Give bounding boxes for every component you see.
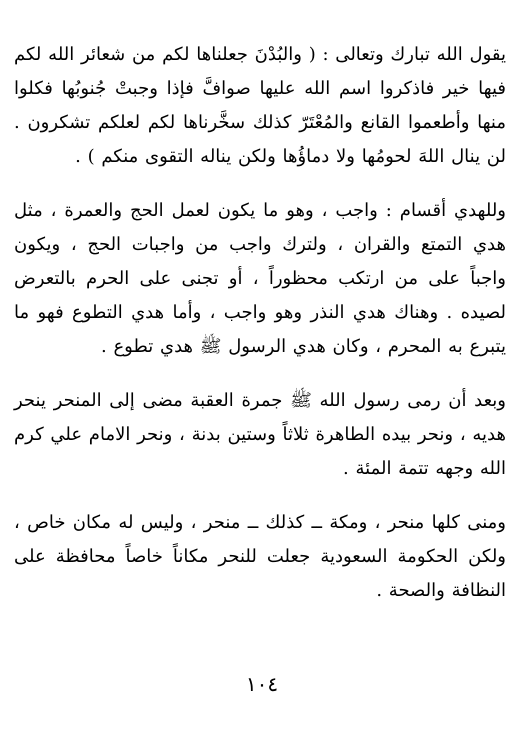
paragraph-sacrificial-animals-verse: يقول الله تبارك وتعالى : ( والبُدْنَ جعلناها لكم من شعائر الله لكم فيها خير فاذكروا اسم الله عليها صوافَّ فإذا وجبتْ جُنوبُها فكلوا منها وأطعموا القانع والمُعْتَرّ كذلك سخَّرناها لكم لعلكم تشكرون . لن ينال اللهَ لحومُها ولا دماؤُها ولكن يناله التقوى منكم ) . (14, 44, 506, 167)
page-body (14, 38, 506, 608)
paragraph-mina-slaughter-place: ومنى كلها منحر ، ومكة ــ كذلك ــ منحر ، وليس له مكان خاص ، ولكن الحكومة السعودية جعلت للنحر مكاناً خاصاً محافظة على النظافة والصحة . (14, 512, 506, 601)
page-number: ١٠٤ (245, 672, 279, 696)
paragraph-prophet-sacrifice: وبعد أن رمى رسول الله ﷺ جمرة العقبة مضى إلى المنحر ينحر هديه ، ونحر بيده الطاهرة ثلاثاً وستين بدنة ، ونحر الامام علي كرم الله وجهه تتمة المئة . (14, 390, 506, 479)
paragraph-types-of-hady: وللهدي أقسام : واجب ، وهو ما يكون لعمل الحج والعمرة ، مثل هدي التمتع والقران ، ولترك واجب من واجبات الحج ، ويكون واجباً على من ارتكب محظوراً ، أو تجنى على الحرم بالتعرض لصيده . وهناك هدي النذر وهو واجب ، وأما هدي التطوع فهو ما يتبرع به المحرم ، وكان هدي الرسول ﷺ هدي تطوع . (14, 200, 506, 357)
